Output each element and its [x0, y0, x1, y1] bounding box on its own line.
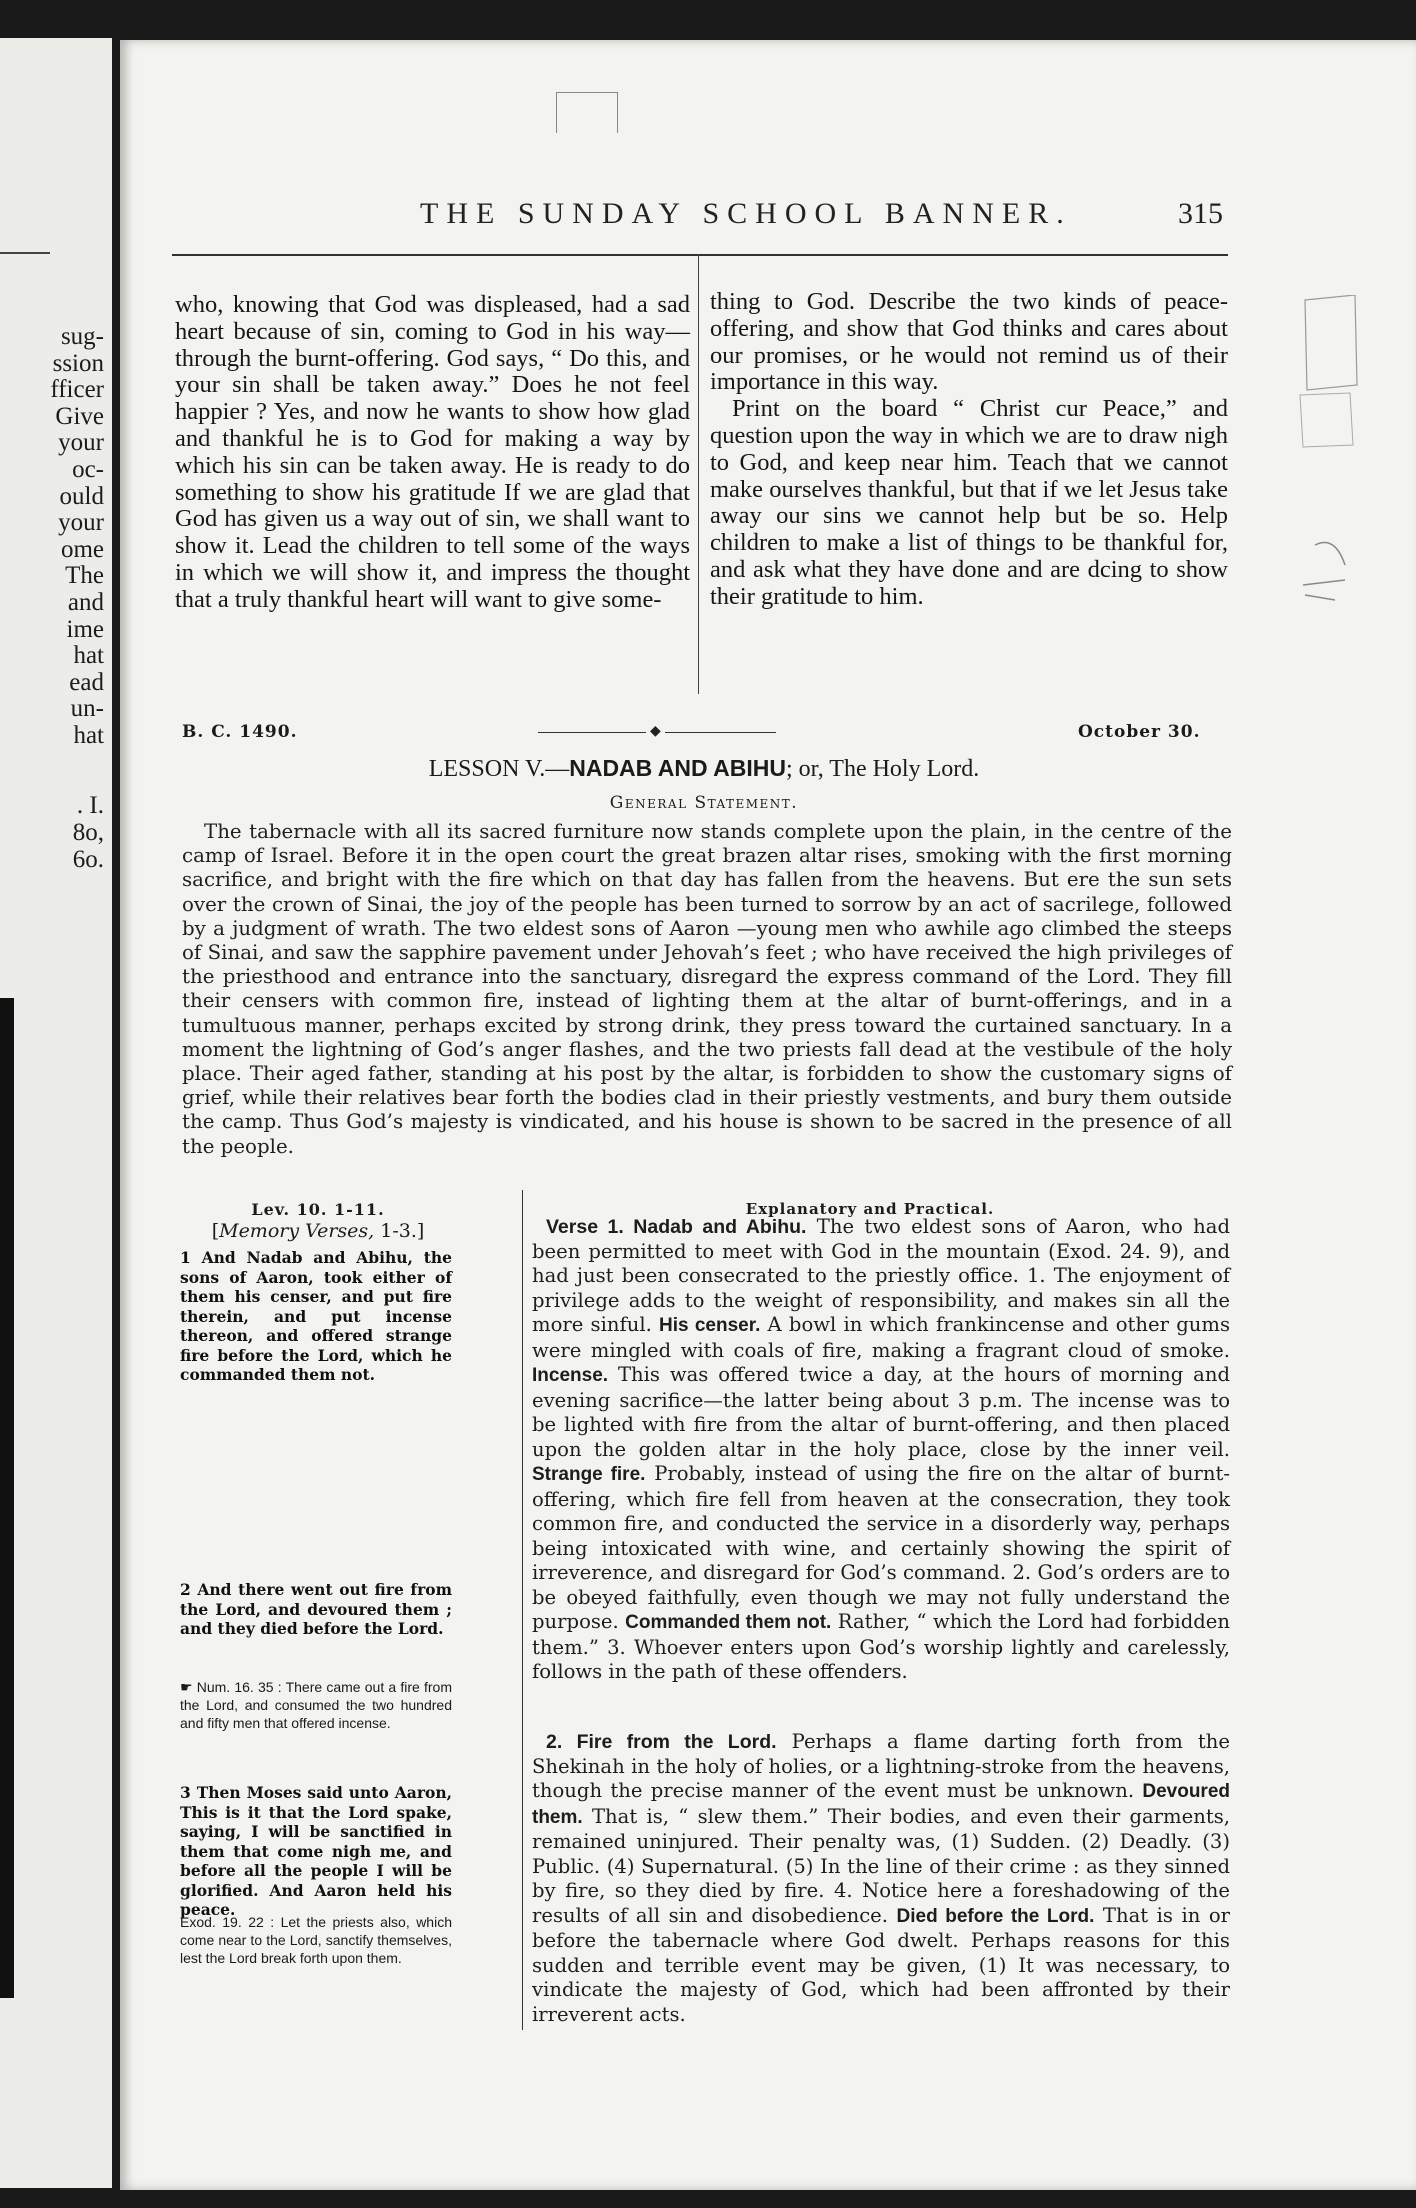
explanation-text: The two eldest sons of Aaron, who had been permitted to meet with God in the mountain (Exod. 24. 9), and had just been consecrated to the priestly office. 1. The enjoyment of privilege adds to the weight of responsibility, and makes sin all the more sinful.: [532, 1215, 1230, 1336]
notes-divider: [522, 1190, 523, 2030]
explanation-text: This was offered twice a day, at the hours of morning and evening sacrifice—the latter being about 3 p.m. The incense was to be lighted with fire from the altar of burnt-offering, and then placed upon the golden altar in the holy place, close by the inner veil.: [532, 1363, 1230, 1461]
cross-reference-exod: Exod. 19. 22 : Let the priests also, which come near to the Lord, sanctify themselves, lest the Lord break forth upon them.: [180, 1914, 452, 1966]
explanation-verse-1: [532, 1215, 1230, 1685]
explanation-1-label: Verse 1. Nadab and Abihu.: [546, 1216, 807, 1238]
facing-page-line: ime: [66, 615, 104, 643]
explanatory-heading: Explanatory and Practical.: [745, 1200, 995, 1218]
facing-page-line: your: [58, 429, 104, 457]
facing-page-line: oc-: [72, 455, 104, 483]
scripture-reference: Lev. 10. 1-11.: [251, 1200, 385, 1219]
memory-verses-label: Memory Verses,: [219, 1220, 375, 1242]
lesson-subtitle: ; or, The Holy Lord.: [786, 756, 980, 782]
column-divider: [698, 254, 699, 694]
keyword: Strange fire.: [532, 1464, 646, 1485]
date-bc: B. C. 1490.: [182, 722, 298, 742]
facing-page-line: sug-: [60, 323, 104, 350]
facing-page-line: . I.: [76, 792, 104, 819]
facing-page-rule: [0, 252, 50, 254]
facing-page-line: 8o,: [72, 819, 104, 846]
top-right-paragraph-1: thing to God. Describe the two kinds of peace-offering, and show that God thinks and cares about our promises, or he would not remind us of their importance in this way.: [710, 288, 1228, 396]
facing-page-line: your: [58, 509, 104, 537]
top-right-paragraph-2: Print on the board “ Christ cur Peace,” and question upon the way in which we are to draw nigh to God, and keep near him. Teach that we cannot make ourselves thankful, but that if we let Jesus take away our sins we cannot help but be so. Help children to make a list of things to be thankful for, and ask what they have done and are dcing to show their gratitude to him.: [710, 395, 1228, 610]
facing-page-text-lower: [4, 792, 104, 873]
library-stamp: [556, 92, 618, 133]
explanation-text: A bowl in which frankincense and other gums were mingled with coals of fire, making a fragrant cloud of smoke.: [532, 1313, 1230, 1362]
facing-page-line: ome: [60, 535, 104, 563]
ornament-glyph: ◆: [646, 723, 665, 739]
page-gutter-shadow: [0, 998, 14, 1998]
verse-3-text: 3 Then Moses said unto Aaron, This is it that the Lord spake, saying, I will be sanctified in them that come nigh me, and before all the people I will be glorified. And Aaron held his peace.: [180, 1783, 452, 1919]
facing-page-line: Give: [55, 402, 104, 430]
lesson-title: [120, 755, 1288, 783]
explanation-verse-2: [532, 1730, 1230, 2027]
keyword: Devoured them.: [532, 1781, 1230, 1828]
facing-page-line: The: [65, 562, 104, 590]
explanation-text: Rather, “ which the Lord had forbidden them.” 3. Whoever enters upon God’s worship lightly and carelessly, follows in the path of these offenders.: [532, 1610, 1230, 1683]
book-page: [120, 40, 1416, 2190]
facing-page-line: hat: [73, 642, 104, 670]
top-left-column: who, knowing that God was displeased, had a sad heart because of sin, coming to God in his way—through the burnt-offering. God says, “ Do this, and your sin shall be taken away.” Does he not feel happier ? Yes, and now he wants to show how glad and thankful he is to God for making a way by which his sin can be taken away. He is ready to do something to show his gratitude If we are glad that God has given us a way out of sin, we shall want to show it. Lead the children to tell some of the ways in which we will show it, and impress the thought that a truly thankful heart will want to give some-: [175, 291, 690, 613]
facing-page-line: ead: [69, 668, 104, 696]
verse-1-text: 1 And Nadab and Abihu, the sons of Aaron, took either of them his censer, and put fire therein, and put incense thereon, and offered strange fire before the Lord, which he commanded them not.: [180, 1248, 452, 1384]
facing-page-line: ould: [59, 482, 104, 510]
facing-page-line: 6o.: [72, 846, 104, 873]
lesson-prefix: LESSON V.—: [428, 756, 570, 782]
date-october: October 30.: [1078, 722, 1201, 742]
facing-page-line: fficer: [50, 376, 104, 404]
general-statement-heading: General Statement.: [609, 793, 799, 813]
keyword: His censer.: [659, 1315, 761, 1336]
facing-page-text: [4, 324, 104, 750]
page-number: 315: [1178, 197, 1223, 230]
ornament-rule: [538, 723, 776, 739]
header-rule: [172, 254, 1228, 256]
keyword: Incense.: [532, 1365, 609, 1386]
keyword: Commanded them not.: [625, 1612, 832, 1633]
explanation-text: That is in or before the tabernacle where God dwelt. Perhaps reasons for this sudden and terrible event may be given, (1) It was necessary, to vindicate the majesty of God, which had been affronted by their irreverent acts.: [532, 1903, 1230, 2026]
explanation-text: Perhaps a flame darting forth from the Shekinah in the holy of holies, or a lightning-stroke from the heavens, though the precise manner of the event must be unknown.: [532, 1730, 1230, 1802]
keyword: Died before the Lord.: [896, 1905, 1095, 1927]
general-statement: The tabernacle with all its sacred furniture now stands complete upon the plain, in the centre of the camp of Israel. Before it in the open court the great brazen altar rises, smoking with the first morning sacrifice, and bright with the fire which on that day has fallen from the heavens. But ere the sun sets over the crown of Sinai, the joy of the people has been turned to sorrow by an act of sacrilege, followed by a judgment of wrath. The two eldest sons of Aaron —young men who awhile ago climbed the steeps of Sinai, and saw the sapphire pavement under Jehovah’s feet ; who have received the high privileges of the priesthood and entrance into the sanctuary, disregard the express command of the Lord. They fill their censers with common fire, instead of lighting them at the altar of burnt-offerings, and in a tumultuous manner, perhaps excited by strong drink, they press toward the curtained sanctuary. In a moment the lightning of God’s anger flashes, and the two priests fall dead at the vestibule of the holy place. Their aged father, standing at his post by the altar, is forbidden to show the customary signs of grief, while their relatives bear forth the bodies clad in their priestly vestments, and bury them outside the camp. Thus God’s majesty is vindicated, and his house is shown to be sacred in the presence of all the people.: [182, 820, 1232, 1158]
facing-page-line: and: [67, 588, 104, 616]
facing-page-line: un-: [70, 695, 104, 723]
running-header: THE SUNDAY SCHOOL BANNER.: [420, 197, 1072, 230]
explanation-2-label: 2. Fire from the Lord.: [546, 1731, 777, 1753]
facing-page-line: ssion: [52, 349, 104, 377]
cross-reference-num: ☛ Num. 16. 35 : There came out a fire from the Lord, and consumed the two hundred and fifty men that offered incense.: [180, 1679, 452, 1731]
margin-pencil-sketch: [1295, 295, 1395, 625]
explanation-text: Probably, instead of using the fire on the altar of burnt-offering, which fire fell from heaven at the consecration, they took common fire, and conducted the service in a disorderly way, perhaps being intoxicated with wine, and certainly showing the spirit of irreverence, and disregard for God’s command. 2. God’s orders are to be obeyed faithfully, even though we may not fully understand the purpose.: [532, 1462, 1230, 1633]
verse-2-text: 2 And there went out fire from the Lord, and devoured them ; and they died before the Lord.: [180, 1580, 452, 1638]
lesson-name: NADAB AND ABIHU: [569, 755, 787, 781]
top-right-column: [710, 289, 1228, 611]
facing-page: [0, 38, 112, 2188]
facing-page-line: hat: [73, 721, 104, 749]
memory-verses: [Memory Verses, 1-3.]: [211, 1220, 425, 1242]
explanation-text: That is, “ slew them.” Their bodies, and even their garments, remained uninjured. Their penalty was, (1) Sudden. (2) Deadly. (3) Public. (4) Supernatural. (5) In the line of their crime : as they sinned by fire, so they died by fire. 4. Notice here a foreshadowing of the results of all sin and disobedience.: [532, 1804, 1230, 1927]
